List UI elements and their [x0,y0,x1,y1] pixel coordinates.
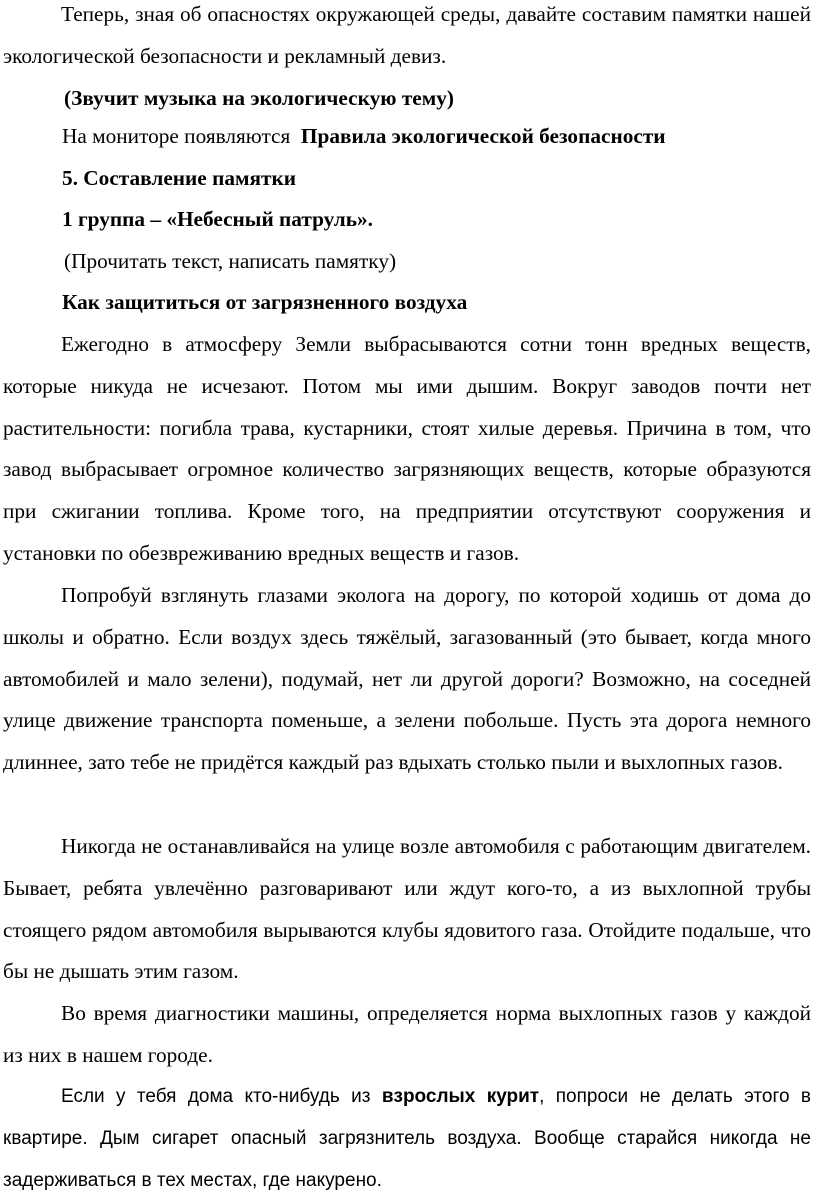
music-note: (Звучит музыка на экологическую тему) [64,86,454,110]
monitor-title: Правила экологической безопасности [300,124,666,148]
monitor-prefix: На мониторе появляются [62,124,291,148]
task-note: (Прочитать текст, написать памятку) [64,249,397,273]
paragraph-3: Никогда не останавливайся на улице возле автомобиля с работающим двигателем. Бывает, ребята увлечённо разговаривают или ждут кого-то, а из выхлопной трубы стоящего рядом автомобиля вырываются клубы ядовитого газа. Отойдите подальше, что бы не дышать этим газом. [3,834,811,984]
intro-paragraph: Теперь, зная об опасностях окружающей среды, давайте составим памятки нашей экологической безопасности и рекламный девиз. [3,2,811,68]
paragraph-2: Попробуй взглянуть глазами эколога на дорогу, по которой ходишь от дома до школы и обратно. Если воздух здесь тяжёлый, загазованный (это бывает, когда много автомобилей и мало зелени), подумай, нет ли другой дороги? Возможно, на соседней улице движение транспорта поменьше, а зелени побольше. Пусть эта дорога немного длиннее, зато тебе не придётся каждый раз вдыхать столько пыли и выхлопных газов. [3,583,811,775]
section-heading: 5. Составление памятки [62,166,297,190]
paragraph-4: Во время диагностики машины, определяется норма выхлопных газов у каждой из них в нашем городе. [3,1001,811,1067]
smoking-adults-emphasis: взрослых курит [381,1086,540,1107]
text-heading: Как защититься от загрязненного воздуха [62,290,468,314]
paragraph-5: Если у тебя дома кто-нибудь из взрослых курит, попроси не делать этого в квартире. Дым сигарет опасный загрязнитель воздуха. Вообще старайся никогда не задерживаться в тех местах, где накурено. [3,1086,811,1191]
group-heading: 1 группа – «Небесный патруль». [62,207,373,231]
monitor-line [62,116,666,158]
paragraph-1: Ежегодно в атмосферу Земли выбрасываются сотни тонн вредных веществ, которые никуда не исчезают. Потом мы ими дышим. Вокруг заводов почти нет растительности: погибла трава, кустарники, стоят хилые деревья. Причина в том, что завод выбрасывает огромное количество загрязняющих веществ, которые образуются при сжигании топлива. Кроме того, на предприятии отсутствуют сооружения и установки по обезвреживанию вредных веществ и газов. [3,332,811,565]
